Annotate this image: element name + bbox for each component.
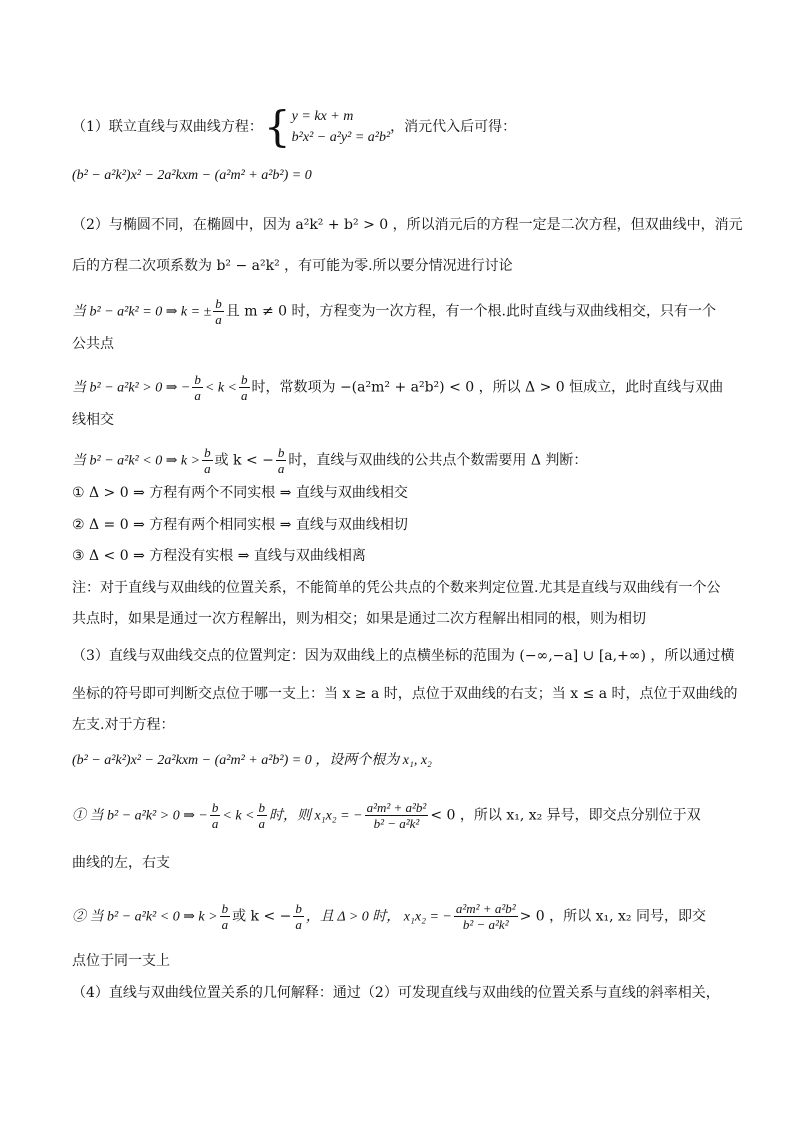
- equation-system: [292, 106, 391, 148]
- item-3: ③ Δ < 0 ⇒ 方程没有实根 ⇒ 直线与双曲线相离: [72, 548, 366, 564]
- paragraph-2-line-1: （2）与椭圆不同，在椭圆中，因为 a²k² + b² > 0 ，所以消元后的方程一定是二次方程，但双曲线中，消元: [72, 217, 743, 233]
- fraction-numerator: b: [295, 901, 302, 916]
- case-2-line: [72, 372, 723, 403]
- result-2-or: 或 k < −: [232, 908, 292, 925]
- paragraph-3-line-2: 坐标的符号即可判断交点位于哪一支上：当 x ≥ a 时，点位于双曲线的右支；当 x ≤ a 时，点位于双曲线的: [72, 686, 738, 702]
- fraction-denominator: a: [211, 816, 219, 831]
- case-1-line-2: 公共点: [72, 336, 114, 352]
- fraction-denominator: a: [221, 917, 229, 932]
- fraction-numerator: b: [221, 901, 229, 916]
- paragraph-3-line-1: （3）直线与双曲线交点的位置判定：因为双曲线上的点横坐标的范围为 (−∞,−a] ∪ [a,+∞) ，所以通过横: [72, 648, 735, 664]
- fraction-b-over-a: [293, 901, 304, 932]
- result-1-text: < 0 ，所以 x₁, x₂ 异号，即交点分别位于双: [430, 807, 701, 824]
- fraction-denominator: b² − a²k²: [462, 917, 509, 932]
- result-2-line-2: 点位于同一支上: [72, 953, 170, 969]
- paragraph-2-line-2: 后的方程二次项系数为 b² − a²k² ，有可能为零.所以要分情况进行讨论: [72, 258, 513, 274]
- fraction-b-over-a: [276, 445, 287, 476]
- fraction-numerator: a²m² + a²b²: [455, 901, 516, 916]
- fraction-denominator: a: [215, 312, 222, 327]
- paragraph-4: （4）直线与双曲线位置关系的几何解释：通过（2）可发现直线与双曲线的位置关系与直线的斜率相关，: [72, 985, 720, 1001]
- fraction-b-over-a: [210, 800, 221, 831]
- fraction-numerator: b: [258, 800, 265, 815]
- result-2-text: > 0 ，所以 x₁, x₂ 同号，即交: [519, 908, 706, 925]
- equation-2: (b² − a²k²)x² − 2a²kxm − (a²m² + a²b²) = 0 ，设两个根为 x₁, x₂: [72, 753, 432, 768]
- fraction-denominator: a: [277, 461, 285, 476]
- fraction-numerator: b: [215, 296, 222, 311]
- fraction-b-over-a: [202, 445, 213, 476]
- fraction-product: [365, 800, 429, 831]
- result-2-line: [72, 901, 706, 932]
- fraction-b-over-a: [220, 901, 231, 932]
- result-1-line: [72, 800, 701, 831]
- result-1-inequality: < k <: [222, 808, 255, 824]
- case-3-formula: 当 b² − a²k² < 0 ⇒ k >: [72, 453, 201, 469]
- fraction-b-over-a: [192, 372, 203, 403]
- note-line-2: 共点时，如果是通过一次方程解出，则为相交；如果是通过二次方程解出相同的根，则为相切: [72, 611, 646, 627]
- case-3-or: 或 k < −: [214, 452, 274, 469]
- fraction-numerator: b: [204, 445, 211, 460]
- case-3-text: 时，直线与双曲线的公共点个数需要用 Δ 判断：: [288, 452, 588, 469]
- result-1-formula: ① 当 b² − a²k² > 0 ⇒ −: [72, 808, 208, 824]
- fraction-denominator: a: [204, 461, 211, 476]
- case-2-line-2: 线相交: [72, 412, 114, 428]
- case-1-text: 且 m ≠ 0 时，方程变为一次方程，有一个根.此时直线与双曲线相交，只有一个: [225, 303, 716, 320]
- case-1-line: [72, 296, 716, 327]
- fraction-product: [454, 901, 518, 932]
- p1-text: （1）联立直线与双曲线方程：: [72, 119, 263, 135]
- fraction-denominator: a: [241, 388, 248, 403]
- fraction-numerator: b: [194, 372, 201, 387]
- fraction-numerator: a²m² + a²b²: [366, 800, 427, 815]
- paragraph-1: [72, 102, 517, 151]
- left-brace: {: [263, 102, 291, 151]
- note-line-1: 注：对于直线与双曲线的位置关系，不能简单的凭公共点的个数来判定位置.尤其是直线与双曲线有一个公: [72, 580, 721, 596]
- fraction-denominator: a: [258, 816, 265, 831]
- p1-post-text: ，消元代入后可得：: [390, 119, 517, 135]
- fraction-numerator: b: [211, 800, 219, 815]
- item-2: ② Δ = 0 ⇒ 方程有两个相同实根 ⇒ 直线与双曲线相切: [72, 517, 408, 533]
- fraction-numerator: b: [241, 372, 248, 387]
- result-1-product: 时，则 x₁x₂ = −: [269, 808, 363, 824]
- fraction-denominator: a: [194, 388, 201, 403]
- fraction-b-over-a: [239, 372, 250, 403]
- case-2-text: 时，常数项为 −(a²m² + a²b²) < 0 ，所以 Δ > 0 恒成立，此时直线与双曲: [251, 379, 724, 396]
- fraction-denominator: b² − a²k²: [373, 816, 420, 831]
- system-eq-2: b²x² − a²y² = a²b²: [291, 130, 391, 145]
- result-1-line-2: 曲线的左，右支: [72, 855, 170, 871]
- case-3-line: [72, 445, 587, 476]
- fraction-b-over-a: [213, 296, 224, 327]
- fraction-b-over-a: [257, 800, 268, 831]
- result-2-formula: ② 当 b² − a²k² < 0 ⇒ k >: [72, 909, 218, 925]
- case-2-inequality: < k <: [204, 380, 237, 396]
- item-1: ① Δ > 0 ⇒ 方程有两个不同实根 ⇒ 直线与双曲线相交: [72, 485, 408, 501]
- fraction-denominator: a: [295, 917, 302, 932]
- equation-1: (b² − a²k²)x² − 2a²kxm − (a²m² + a²b²) = 0: [72, 168, 312, 183]
- fraction-numerator: b: [277, 445, 285, 460]
- case-2-formula: 当 b² − a²k² > 0 ⇒ −: [72, 380, 191, 396]
- paragraph-3-line-3: 左支.对于方程：: [72, 717, 175, 733]
- case-1-formula: 当 b² − a²k² = 0 ⇒ k = ±: [72, 304, 212, 320]
- system-eq-1: y = kx + m: [291, 109, 354, 124]
- result-2-product: ，且 Δ > 0 时， x₁x₂ = −: [305, 909, 452, 925]
